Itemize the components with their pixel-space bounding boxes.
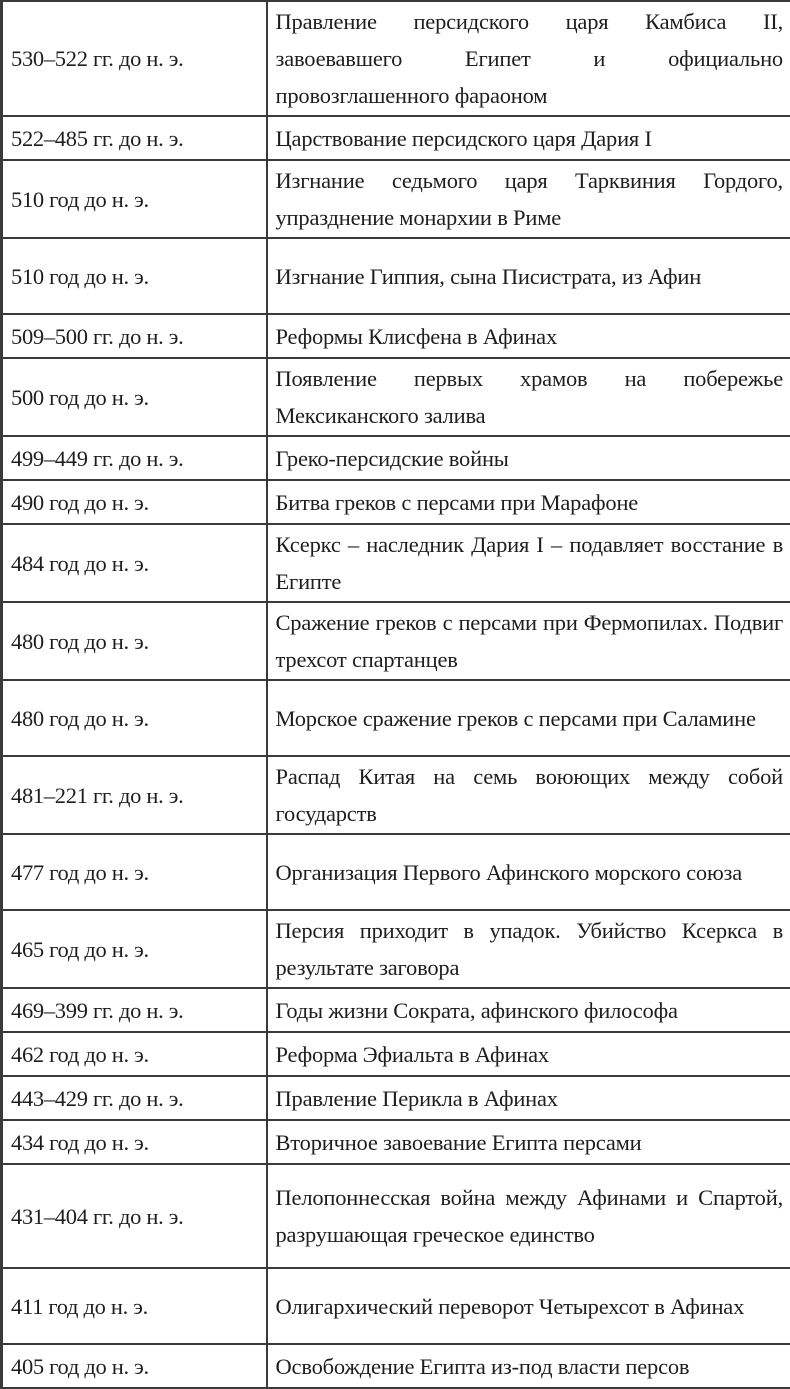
event-cell: Ксеркс – наследник Дария I – подавляет восстание в Египте	[267, 524, 790, 602]
event-cell: Реформа Эфиальта в Афинах	[267, 1032, 790, 1076]
date-cell: 510 год до н. э.	[2, 238, 267, 314]
event-cell: Морское сражение греков с персами при Саламине	[267, 680, 790, 756]
event-cell: Сражение греков с персами при Фермопилах. Подвиг трехсот спартанцев	[267, 602, 790, 680]
table-row	[2, 436, 790, 480]
event-cell: Греко-персидские войны	[267, 436, 790, 480]
table-row	[2, 480, 790, 524]
event-cell: Олигархический переворот Четырехсот в Афинах	[267, 1268, 790, 1344]
table-row	[2, 314, 790, 358]
table-row	[2, 524, 790, 602]
table-row	[2, 160, 790, 238]
event-cell: Изгнание седьмого царя Тарквиния Гордого, упразднение монархии в Риме	[267, 160, 790, 238]
date-cell: 481–221 гг. до н. э.	[2, 756, 267, 834]
table-row	[2, 1268, 790, 1344]
table-row	[2, 1, 790, 116]
event-cell: Освобождение Египта из-под власти персов	[267, 1344, 790, 1388]
date-cell: 500 год до н. э.	[2, 358, 267, 436]
date-cell: 411 год до н. э.	[2, 1268, 267, 1344]
table-row	[2, 680, 790, 756]
table-row	[2, 1344, 790, 1388]
event-cell: Царствование персидского царя Дария I	[267, 116, 790, 160]
event-cell: Реформы Клисфена в Афинах	[267, 314, 790, 358]
table-row	[2, 602, 790, 680]
table-row	[2, 1076, 790, 1120]
table-row	[2, 1032, 790, 1076]
table-row	[2, 834, 790, 910]
event-cell: Распад Китая на семь воюющих между собой государств	[267, 756, 790, 834]
table-row	[2, 358, 790, 436]
date-cell: 462 год до н. э.	[2, 1032, 267, 1076]
date-cell: 499–449 гг. до н. э.	[2, 436, 267, 480]
date-cell: 509–500 гг. до н. э.	[2, 314, 267, 358]
table-row	[2, 1120, 790, 1164]
date-cell: 431–404 гг. до н. э.	[2, 1164, 267, 1268]
date-cell: 510 год до н. э.	[2, 160, 267, 238]
event-cell: Вторичное завоевание Египта персами	[267, 1120, 790, 1164]
event-cell: Правление персидского царя Камбиса II, завоевавшего Египет и официально провозглашенного фараоном	[267, 1, 790, 116]
date-cell: 469–399 гг. до н. э.	[2, 988, 267, 1032]
date-cell: 465 год до н. э.	[2, 910, 267, 988]
table-row	[2, 756, 790, 834]
table-row	[2, 238, 790, 314]
date-cell: 484 год до н. э.	[2, 524, 267, 602]
table-row	[2, 116, 790, 160]
date-cell: 434 год до н. э.	[2, 1120, 267, 1164]
date-cell: 480 год до н. э.	[2, 602, 267, 680]
event-cell: Правление Перикла в Афинах	[267, 1076, 790, 1120]
date-cell: 405 год до н. э.	[2, 1344, 267, 1388]
event-cell: Пелопоннесская война между Афинами и Спартой, разрушающая греческое единство	[267, 1164, 790, 1268]
table-row	[2, 1164, 790, 1268]
event-cell: Годы жизни Сократа, афинского философа	[267, 988, 790, 1032]
date-cell: 443–429 гг. до н. э.	[2, 1076, 267, 1120]
event-cell: Изгнание Гиппия, сына Писистрата, из Афин	[267, 238, 790, 314]
date-cell: 530–522 гг. до н. э.	[2, 1, 267, 116]
table-row	[2, 988, 790, 1032]
event-cell: Организация Первого Афинского морского союза	[267, 834, 790, 910]
date-cell: 522–485 гг. до н. э.	[2, 116, 267, 160]
event-cell: Битва греков с персами при Марафоне	[267, 480, 790, 524]
date-cell: 477 год до н. э.	[2, 834, 267, 910]
table-row	[2, 910, 790, 988]
date-cell: 480 год до н. э.	[2, 680, 267, 756]
event-cell: Появление первых храмов на побережье Мексиканского залива	[267, 358, 790, 436]
event-cell: Персия приходит в упадок. Убийство Ксеркса в результате заговора	[267, 910, 790, 988]
date-cell: 490 год до н. э.	[2, 480, 267, 524]
